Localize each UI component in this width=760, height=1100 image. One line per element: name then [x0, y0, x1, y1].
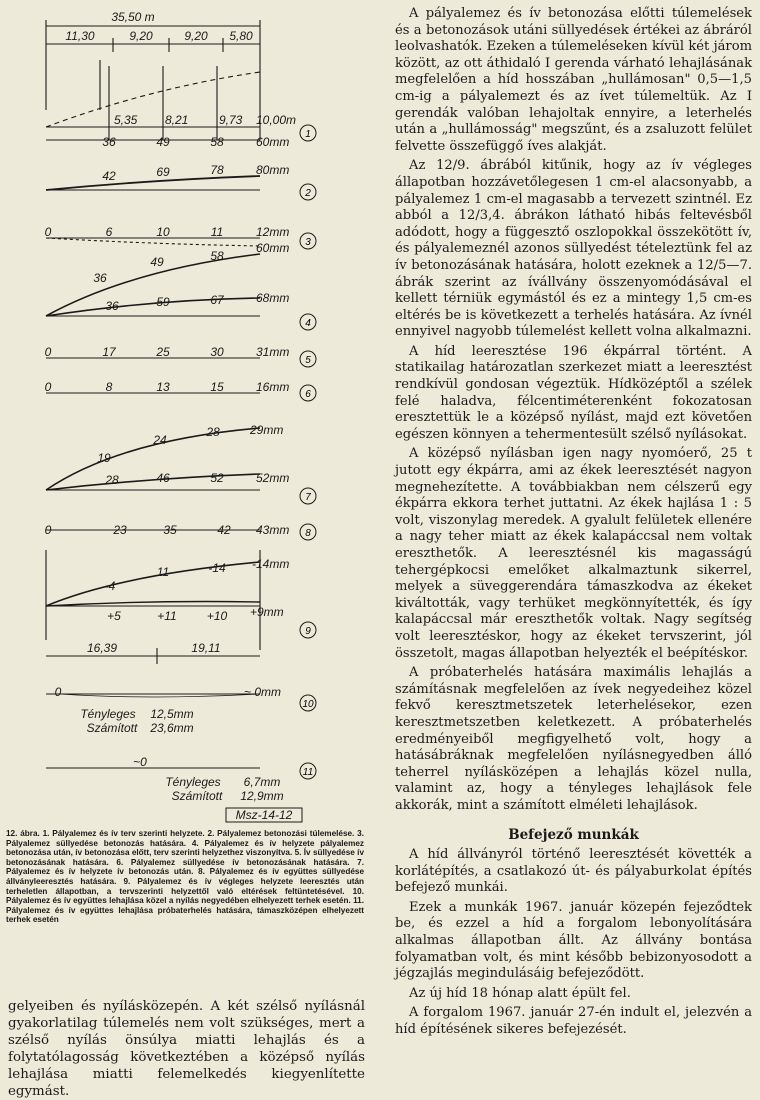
diagram-value: 0: [44, 225, 52, 239]
span-label: 11,30: [65, 29, 95, 43]
diagram-value: 67: [210, 293, 224, 307]
diagram-value: -14: [208, 561, 226, 575]
diagram-value: 69: [156, 165, 170, 179]
diagram-value: 24: [153, 433, 167, 447]
diagram-end-label: +9mm: [250, 605, 284, 619]
figure-12: [0, 0, 372, 830]
diagram-value: +11: [157, 609, 177, 623]
span-label: 19,11: [191, 641, 221, 655]
diagram-value: 35: [163, 523, 177, 537]
diagram-value: 8: [105, 380, 113, 394]
row-label: Tényleges: [165, 775, 221, 789]
diagram-value: 11: [210, 225, 224, 239]
diagram-end-label: 12mm: [256, 225, 290, 239]
diagram-value: +10: [206, 609, 228, 623]
diagram-number: 6: [305, 389, 311, 400]
diagram-end-label: 60mm: [256, 241, 290, 255]
diagram-value: +5: [107, 609, 121, 623]
row-value: 12,9mm: [240, 789, 284, 803]
diagram-number: 5: [305, 355, 311, 366]
diagram-value: 36: [93, 271, 107, 285]
span-label: 5,80: [229, 29, 253, 43]
diagram-end-label: 31mm: [256, 345, 290, 359]
diagram-end-label: 52mm: [256, 471, 290, 485]
diagram-value: 42: [217, 523, 231, 537]
diagram-value: 58: [210, 249, 224, 263]
diagram-value: 10: [156, 225, 170, 239]
diagram-number: 1: [305, 129, 311, 140]
diagram-value: ~0: [133, 755, 147, 769]
diagram-end-label: 43mm: [256, 523, 290, 537]
deflection-diagrams: [0, 0, 372, 830]
diagram-number: 2: [305, 188, 311, 199]
paragraph-8: Az új híd 18 hónap alatt épült fel.: [409, 985, 631, 1001]
diagram-value: 28: [206, 425, 220, 439]
diagram-value: 5,35: [114, 113, 138, 127]
span-label: 9,20: [129, 29, 153, 43]
diagram-value: 13: [156, 380, 170, 394]
paragraph-5: A próbaterhelés hatására maximális lehajlás a számításnak megfelelően az ívek negyedeihez közel fekvő keresztmetszetek leterhelésekor, ezen keresztmetszetben keletkezett. A próbaterhelés eredményeiből megfigyelhető volt, hogy a hatásábráknak megfelelően nyílásnegyedben álló teherrel nyílásközépen a lehajlás közel nulla, valamint az, hogy a tényleges lehajlások fele akkorák, mint a számított elméleti lehajlások.: [395, 665, 752, 813]
diagram-value: 0: [44, 345, 52, 359]
row-label: Tényleges: [80, 707, 136, 721]
diagram-value: 49: [156, 135, 170, 149]
diagram-value: 15: [210, 380, 224, 394]
diagram-value: 30: [210, 345, 224, 359]
section-heading: Befejező munkák: [508, 826, 639, 843]
diagram-value: 59: [156, 295, 170, 309]
diagram-number: 10: [302, 699, 314, 710]
row-value: 6,7mm: [243, 775, 281, 789]
diagram-number: 4: [305, 318, 311, 329]
paragraph-6: A híd állványról történő leeresztését követték a korlátépítés, a csatlakozó út- és pályaburkolat építés befejező munkái.: [395, 847, 752, 896]
diagram-value: 0: [54, 685, 62, 699]
diagram-value: 19: [97, 451, 111, 465]
diagram-number: 9: [305, 626, 311, 637]
diagram-end-label: 16mm: [256, 380, 290, 394]
paragraph-7: Ezek a munkák 1967. január közepén fejeződtek be, és ezzel a híd a forgalom lebonyolítására alkalmas állapotban állt. Az állvány bontása folyamatban volt, és mint később bebizonyosodott a jégzajlás megindulásáig befejeződött.: [395, 899, 752, 982]
diagram-value: 6: [105, 225, 113, 239]
row-value: 23,6mm: [150, 721, 194, 735]
span-label: 9,20: [184, 29, 208, 43]
figure-caption: 12. ábra. 1. Pályalemez és ív terv szerinti helyzete. 2. Pályalemez betonozási túlemelése. 3. Pályalemez süllyedése betonozás hatására. 4. Pályalemez és ív helyzete pályalemez betonozása után, ív betonozása előtt, terv szerinti helyzethez viszonyítva. 5. Ív süllyedése ív betonozásának hatására. 6. Pályalemez süllyedése ív betonozásának hatására. 7. Pályalemez és ív helyzete ív betonozás után. 8. Pályalemez és ív együttes süllyedése állványleeresztés hatására. 9. Pályalemez és ív végleges helyzete leeresztés után terheletlen állapotban, a tervszerinti helyzettől való eltérések feltüntetésével. 10. Pályalemez és ív együttes lehajlása közel a nyílás negyedében elhelyezett terhek esetén. 11. Pályalemez és ív együttes lehajlása próbaterhelés hatására, támaszközépen elhelyezett terhek esetén: [6, 829, 364, 925]
row-label: Számított: [171, 789, 223, 803]
paragraph-3: A híd leeresztése 196 ékpárral történt. A statikailag határozatlan szerkezet miatt a leeresztést rendkívül gondosan végeztük. Hídközéptől a szélek felé haladva, félcentiméterenként fokozatosan eresztettük le a középső nyílást, majd ezt követően egészen könnyen a tehermentesült szélső nyílásokat.: [395, 343, 752, 442]
diagram-value: 78: [210, 163, 224, 177]
diagram-value: 11: [156, 565, 170, 579]
diagram-value: 23: [113, 523, 127, 537]
diagram-value: -4: [104, 579, 116, 593]
diagram-value: 17: [102, 345, 116, 359]
diagram-end-label: 80mm: [256, 163, 290, 177]
diagram-end-label: 10,00m: [256, 113, 297, 127]
diagram-value: 58: [210, 135, 224, 149]
diagram-value: 36: [105, 299, 119, 313]
stamp-label: Msz-14-12: [235, 808, 293, 822]
diagram-number: 3: [305, 237, 311, 248]
total-span-label: 35,50 m: [111, 10, 155, 24]
diagram-value: 9,73: [219, 113, 243, 127]
paragraph-2: Az 12/9. ábrából kitűnik, hogy az ív végleges állapotban hozzávetőlegesen 1 cm-el alacsonyabb, a pályalemez 1 cm-el magasabb a tervezett szintnél. Ez abból a 12/3,4. ábrákon látható hibás feltevésből adódott, hogy a függesztő oszlopokkal összekötött ív, és pályalemeznél azonos süllyedést tételeztünk fel az ív betonozásának hatására, holott ezeknek a 12/5—7. ábrák szerint az ívállvány összenyomódásával el kellett térniük egymástól és ez a mintegy 1,5 cm-es eltérés be is következett a terhelés hatására. Az ívnél ennyivel nagyobb túlemelést kellett volna alkalmazni.: [395, 158, 752, 340]
diagram-end-label: ~ 0mm: [244, 685, 282, 699]
paragraph-9: A forgalom 1967. január 27-én indult el, jelezvén a híd építésének sikeres befejezését.: [395, 1005, 752, 1038]
diagram-end-label: 29mm: [250, 423, 284, 437]
diagram-value: 36: [102, 135, 116, 149]
diagram-value: 0: [44, 380, 52, 394]
diagram-value: 49: [150, 255, 164, 269]
right-column-text: [395, 6, 752, 1039]
diagram-end-label: 68mm: [256, 291, 290, 305]
diagram-value: 46: [156, 471, 170, 485]
row-value: 12,5mm: [150, 707, 194, 721]
diagram-value: 8,21: [165, 113, 189, 127]
diagram-value: 28: [105, 473, 119, 487]
paragraph-1: A pályalemez és ív betonozása előtti túlemelések és a betonozások utáni süllyedések értékei az ábráról leolvashatók. Ezeken a túlemeléseken kívül két járom között, az ott áthidaló I gerenda várható lehajlásának megfelelően a híd hosszában „hullámosan" 0,5—1,5 cm-ig a pályalemezt és az ívet túlemeltük. Az I gerendák valóban lehajoltak ennyire, a leterhelés után a „hullámosság" megszűnt, és a zsaluzott felület felvette összefüggő íves alakját.: [395, 6, 752, 154]
diagram-end-label: -14mm: [252, 557, 290, 571]
diagram-number: 8: [305, 528, 311, 539]
left-column-text: [8, 998, 365, 1100]
diagram-number: 7: [305, 492, 311, 503]
diagram-end-label: 60mm: [256, 135, 290, 149]
left-paragraph: gelyeiben és nyílásközepén. A két szélső nyílásnál gyakorlatilag túlemelés nem volt szükséges, mert a szélső nyílás önsúlya miatti lehajlás és a folytatólagosság következtében a középső nyílás lehajlása miatti felemelkedés kiegyenlítette egymást.: [8, 999, 365, 1099]
diagram-value: 0: [44, 523, 52, 537]
span-label: 16,39: [86, 641, 118, 655]
paragraph-4: A középső nyílásban igen nagy nyomóerő, 25 t jutott egy ékpárra, ami az ékek leeresztését nagyon megnehezítette. A továbbiakban nem célszerű egy ékpárra ekkora terhet juttatni. Az ékek hajlása 1 : 5 volt, viszonylag meredek. A gyalult felületek ellenére a nagy teher miatt az ékek kalapáccsal nem voltak ereszthetők. A leeresztésnél kis magasságú tehergépkocsi emelőket alkalmaztunk sikerrel, melyek a süveggerendára támaszkodva az ékeket kiváltották, vagy terhüket megkönnyítették, és így kalapáccsal már ereszthetők voltak. Nagy segítség volt leeresztéskor, hogy az ékeket tervszerint, jól összetolt, magas állapotban helyezték el beépítéskor.: [395, 446, 752, 661]
diagram-value: 42: [102, 169, 116, 183]
row-label: Számított: [86, 721, 138, 735]
diagram-value: 25: [156, 345, 170, 359]
diagram-value: 52: [210, 471, 224, 485]
diagram-number: 11: [302, 767, 314, 778]
